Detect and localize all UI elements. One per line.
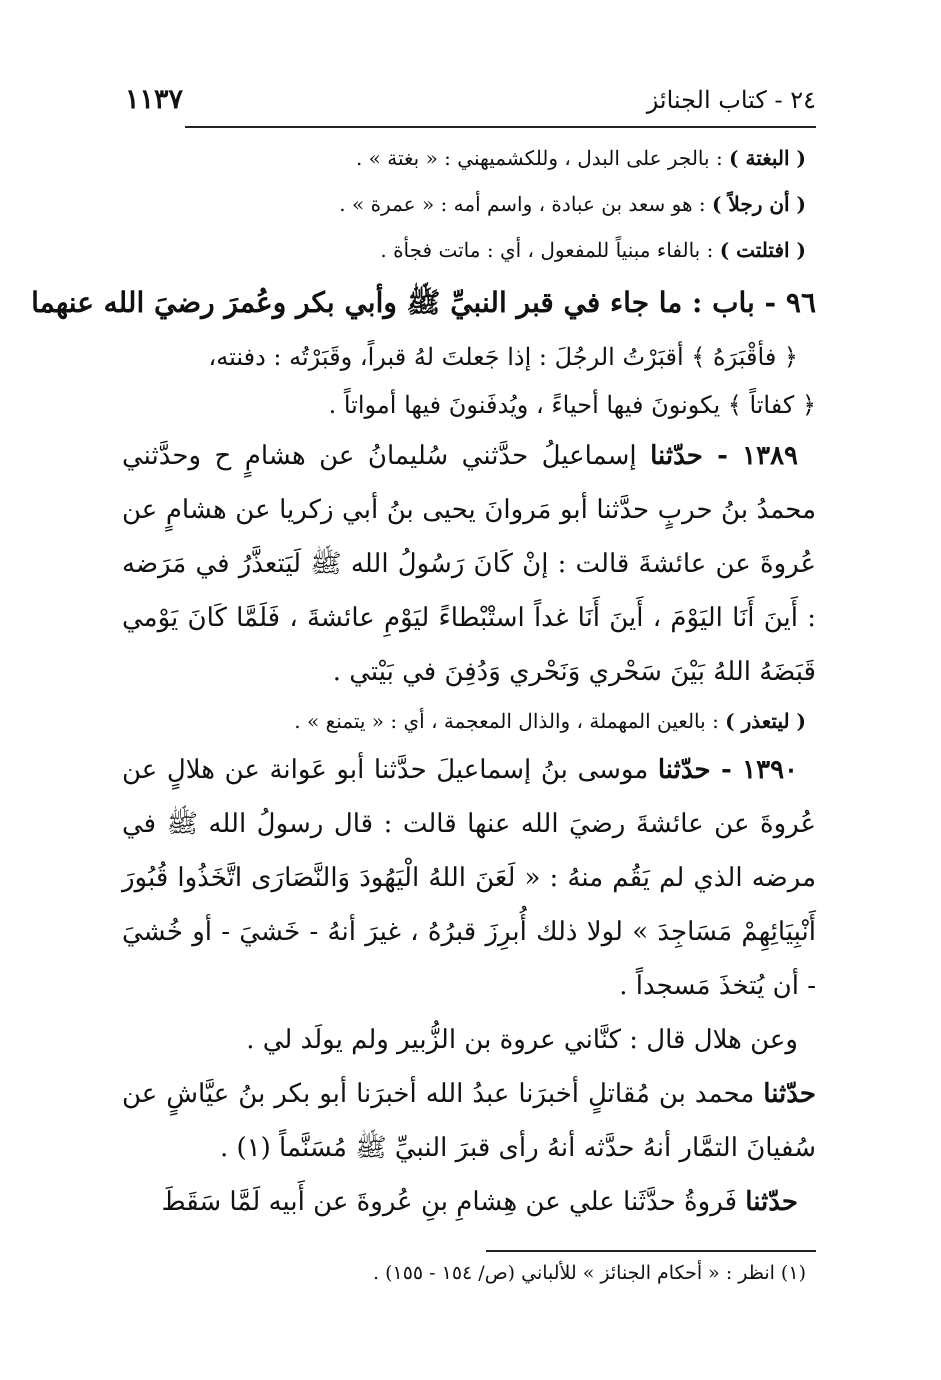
hadith-text: فَروةُ حدَّثَنا علي عن هِشامِ بنِ عُروةَ عن أَبيه لَمَّا سَقَطَ [161,1187,746,1217]
hadith-farwa [122,1175,816,1229]
footnote-rule [486,1250,816,1252]
gloss-term: ( افتلتت ) [719,238,806,262]
gloss-term: ( البغتة ) [729,146,806,170]
hadith-label: ١٣٨٩ - حدّثنا [650,441,798,471]
hadith-text: موسى بنُ إسماعيلَ حدَّثنا أبو عَوانة عن هلالٍ عن عُروةَ عن عائشةَ رضيَ الله عنها قالت : قال رسولُ الله ﷺ في مرضه الذي لم يَقُم منهُ : « لَعَنَ اللهُ الْيَهُودَ وَالنَّصَارَى اتَّخَذُوا قُبُورَ أَنْبِيَائِهِمْ مَسَاجِدَ » لولا ذلك أُبرِزَ قبرُهُ ، غيرَ أنهُ - خَشيَ - أو خُشيَ - أن يُتخذَ مَسجداً . [122,755,816,1001]
gloss-text: : بالفاء مبنياً للمفعول ، أي : ماتت فجأة . [380,238,720,262]
gloss-term: ( ليتعذر ) [725,709,806,733]
header-rule [185,126,816,128]
gloss-note-baghta [122,135,816,181]
gloss-text: : بالعين المهملة ، والذال المعجمة ، أي : « يتمنع » . [294,709,726,733]
footnote: (١) انظر : « أحكام الجنائز » للألباني (ص/ ١٥٤ - ١٥٥) . [373,1262,806,1284]
hadith-1389 [122,429,816,699]
hadith-sufyan [122,1067,816,1175]
quran-gloss-line-2: ﴿ كفاتاً ﴾ يكونونَ فيها أحياءً ، ويُدفَنونَ فيها أمواتاً . [328,391,816,419]
page-number: ١١٣٧ [125,84,184,115]
hadith-label: حدّثنا [763,1079,816,1109]
hadith-label: ١٣٩٠ - حدّثنا [657,755,798,785]
gloss-note-yataadhar [122,699,816,743]
hadith-text: إسماعيلُ حدَّثني سُليمانُ عن هشامٍ ح وحدَّثني محمدُ بنُ حربٍ حدَّثنا أبو مَروانَ يحيى بنُ أبي زكريا عن هشامٍ عن عُروةَ عن عائشةَ قالت : إنْ كَانَ رَسُولُ الله ﷺ لَيَتعذَّرُ في مَرَضه : أَينَ أَنَا اليَوْمَ ، أَينَ أَنَا غداً استْبْطاءً ليَوْمِ عائشةَ ، فَلَمَّا كَانَ يَوْمي قَبَضَهُ اللهُ بَيْنَ سَحْري وَنَحْري وَدُفِنَ في بَيْتي . [122,441,816,687]
gloss-text: : هو سعد بن عبادة ، واسم أمه : « عمرة » . [339,192,712,216]
gloss-text: : بالجر على البدل ، وللكشميهني : « بغتة » . [355,146,730,170]
page-body [31,135,816,1229]
gloss-note-iftulitat [122,227,816,273]
hilal-line: وعن هلال قال : كنَّاني عروة بن الزُّبير ولم يولَد لي . [246,1025,798,1055]
chapter-heading: ٢٤ - كتاب الجنائز [646,86,816,114]
gloss-note-rajul [122,181,816,227]
hadith-text: محمد بن مُقاتلٍ أخبرَنا عبدُ الله أخبرَنا أبو بكر بنُ عيَّاشٍ عن سُفيانَ التمَّار أنهُ حدَّثه أنهُ رأى قبرَ النبيِّ ﷺ مُسَنَّماً (١) . [122,1079,816,1163]
page-header [125,80,816,120]
hadith-1390 [122,743,816,1013]
quran-gloss-line-1: ﴿ فأقْبَرَهُ ﴾ أقبَرْتُ الرجُلَ : إذا جَعلتَ لهُ قبراً، وقَبَرْتُه : دفنته، [208,343,798,371]
hadith-label: حدّثنا [745,1187,798,1217]
gloss-term: ( أن رجلاً ) [711,192,806,216]
chapter-title: ٩٦ - باب : ما جاء في قبر النبيِّ ﷺ وأبي بكر وعُمرَ رضيَ الله عنهما [31,286,816,319]
